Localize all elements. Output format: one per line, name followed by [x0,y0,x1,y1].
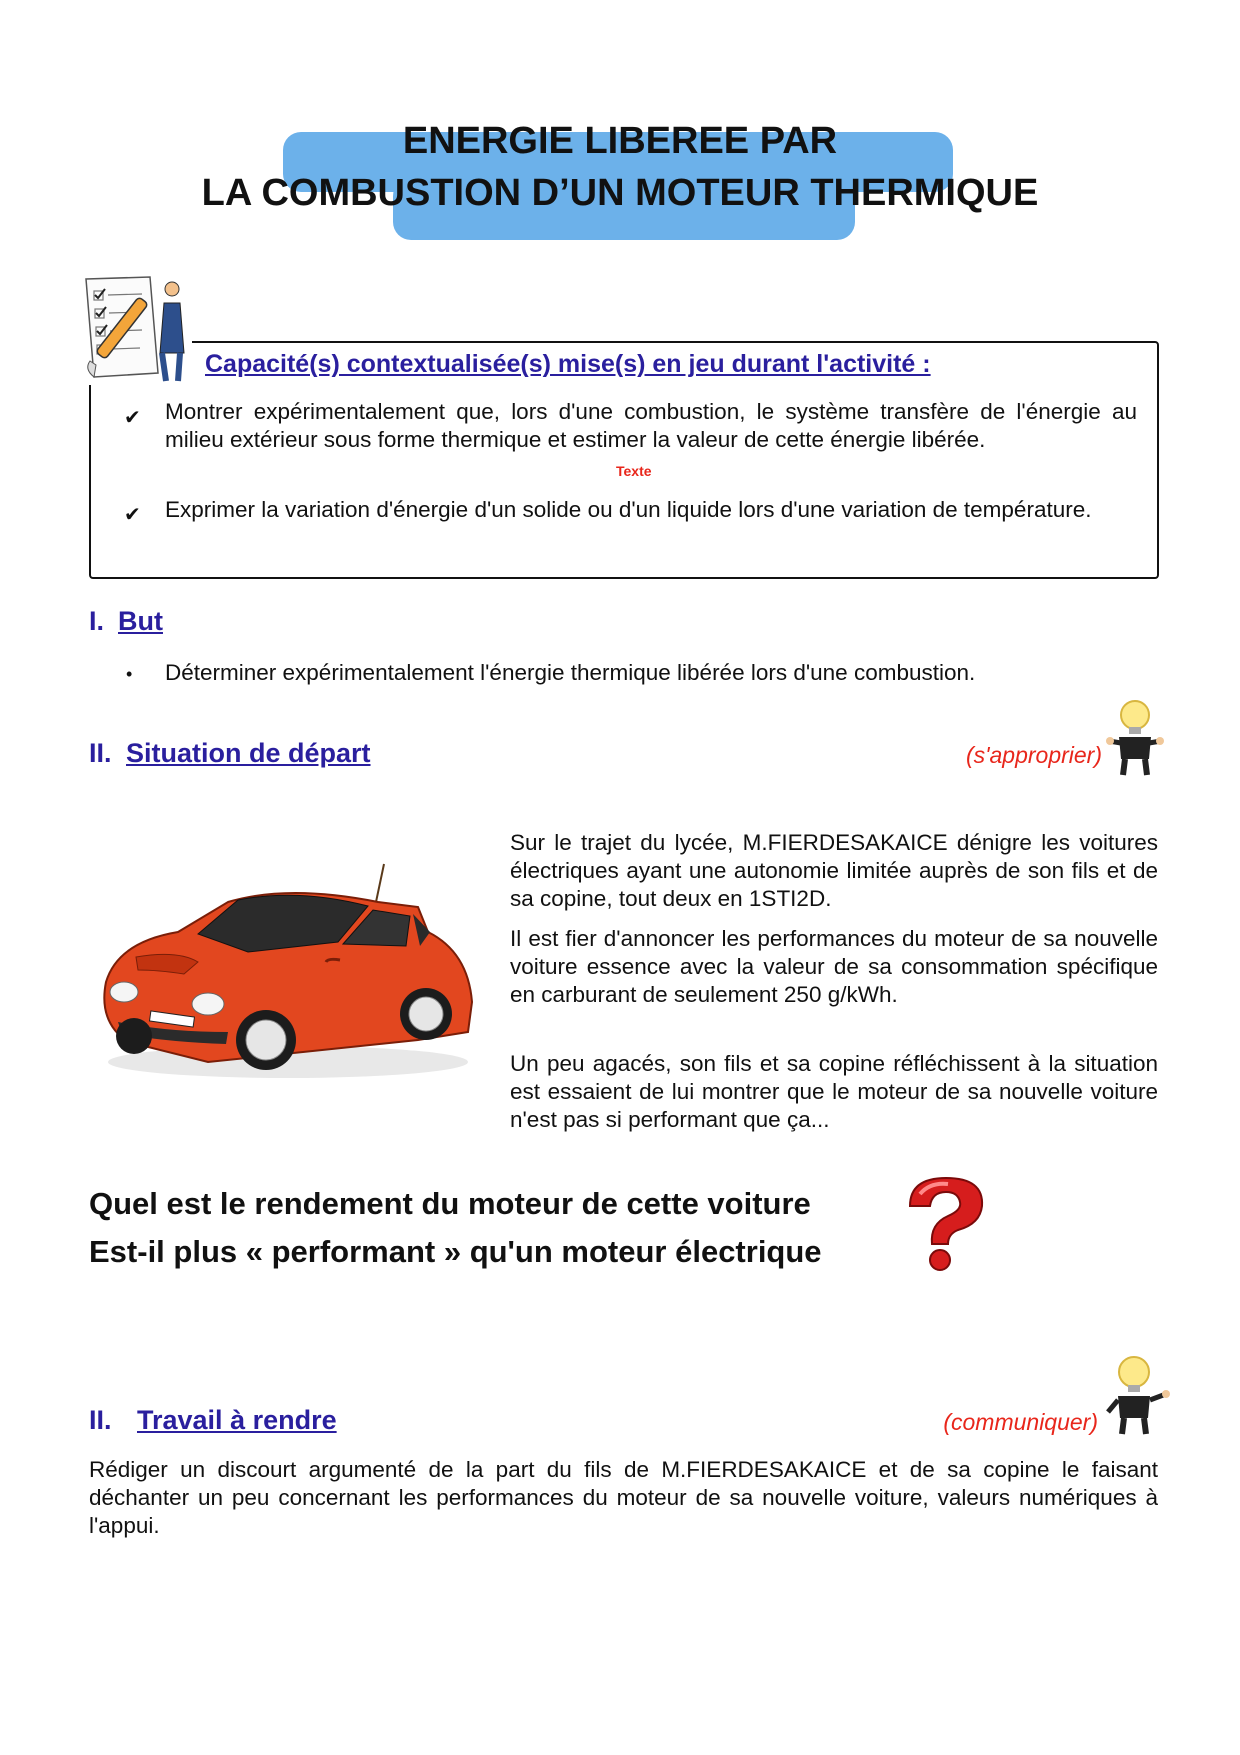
situation-paragraph: Sur le trajet du lycée, M.FIERDESAKAICE dénigre les voitures électriques ayant une autonomie limitée auprès de son fils et de sa copine, tout deux en 1STI2D. [510,830,1158,911]
skill-label: (communiquer) [943,1409,1098,1435]
section-number: I. [89,606,105,636]
section-number: II. [89,738,112,768]
question-line: Quel est le rendement du moteur de cette voiture [89,1186,811,1221]
red-car-image [88,862,478,1084]
goal-item: Déterminer expérimentalement l'énergie thermique libérée lors d'une combustion. [165,660,976,685]
checklist-illustration-icon [80,273,192,385]
question-line: Est-il plus « performant » qu'un moteur électrique [89,1234,822,1269]
page-title-line2: LA COMBUSTION D’UN MOTEUR THERMIQUE [201,172,1039,214]
section-title-travail: Travail à rendre [137,1405,337,1435]
capacity-item: Montrer expérimentalement que, lors d'une combustion, le système transfère de l'énergie au milieu extérieur sous forme thermique et estimer la valeur de cette énergie libérée. [165,399,1137,452]
travail-text: Rédiger un discourt argumenté de la part du fils de M.FIERDESAKAICE et de sa copine le faisant déchanter un peu concernant les performances du moteur de sa nouvelle voiture, valeurs numériques à l'appui. [89,1457,1158,1538]
situation-paragraph: Un peu agacés, son fils et sa copine réfléchissent à la situation est essaient de lui montrer que le moteur de sa nouvelle voiture n'est pas si performant que ça... [510,1051,1158,1132]
check-icon: ✔ [124,504,141,526]
lightbulb-person-icon [1104,1352,1170,1436]
section-title-situation: Situation de départ [126,738,371,768]
bullet-icon: • [126,664,133,684]
check-icon: ✔ [124,407,141,429]
capacity-item: Exprimer la variation d'énergie d'un solide ou d'un liquide lors d'une variation de température. [165,497,1092,522]
stray-text-label: Texte [616,463,652,479]
situation-paragraph: Il est fier d'annoncer les performances du moteur de sa nouvelle voiture essence avec la valeur de sa consommation spécifique en carburant de seulement 250 g/kWh. [510,926,1158,1007]
section-title-but: But [118,606,163,636]
page-title-line1: ENERGIE LIBEREE PAR [402,120,838,162]
capacities-heading: Capacité(s) contextualisée(s) mise(s) en jeu durant l'activité : [205,350,931,378]
lightbulb-person-icon [1105,697,1165,777]
skill-label: (s'approprier) [965,742,1102,768]
section-number: II. [89,1405,112,1435]
question-mark-icon [896,1172,994,1276]
